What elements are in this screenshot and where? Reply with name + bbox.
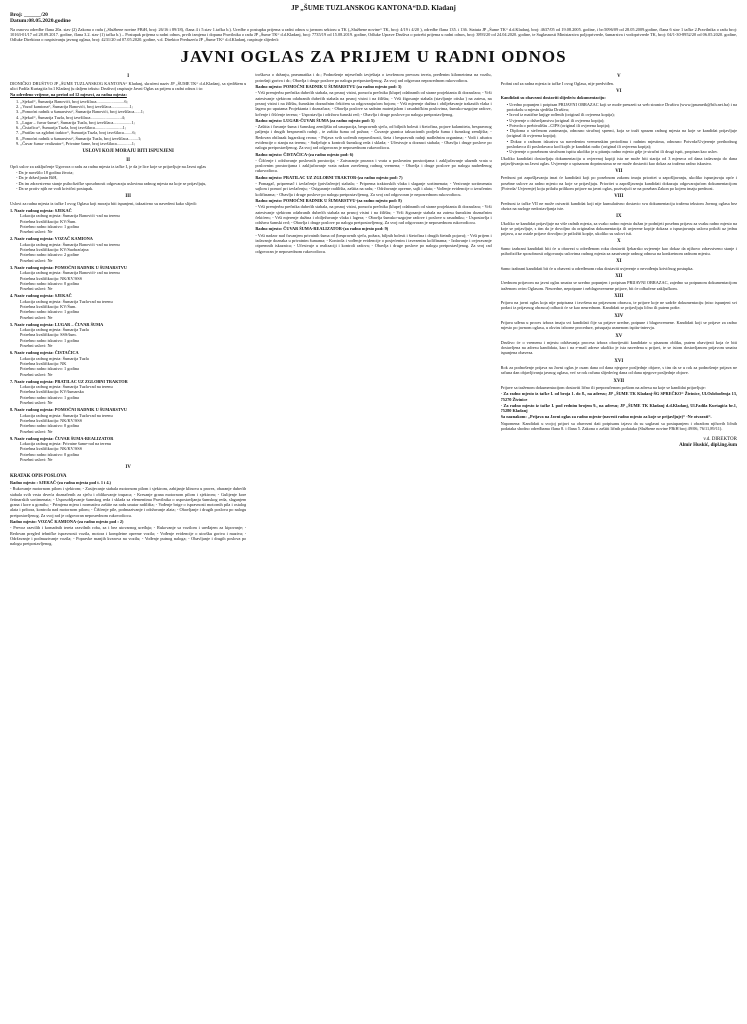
position-line: Potrebna kvalifikacija: NK/KV/SSS [20,446,83,452]
position-title: 4. Naziv radnog mjesta: SJEKAČ [10,293,72,299]
job-description: troškova o držanju, pneumatika i dr.; Podnošenje mjesečnih izvještaja o izvršenom prevozu tereta, pređenim kilometrima na vozilu, potrošnji goriva i dr.; Obavlja i druge poslove po nalogu pretpostavljenog. Za svoj rad odgovara neposrednom rukovodiocu. [255,72,492,83]
section-number: XV [615,333,623,339]
position-line: Potrebna kvalifikacija: KV/Šum. [20,304,77,309]
position-line: Potrebno radno iskustvo: 1 godina [20,394,79,400]
position-line: Potrebna kvalifikacija: SSS/šum. [20,332,77,338]
section-number: XVII [613,378,625,384]
section-text: Prijave sa traženom dokumentacijom dostaviti lično ili preporučenom poštom na adresu na koje se kandidat prijavljuje: [500,384,706,390]
position-line: Potrebna kvalifikacija: NK/KV/SSS [20,275,83,281]
list-item: - Da je državljanin BiH, [16,175,58,181]
section-text: Prijava na javni oglas koja nije potpisana i izvršena na prijavnom obrascu, te prijave koje ne sadrže dokumentaciju (niso ispunjeni svi podaci iz prijavnog obrasca) odbacit će se kao neurednom. Kandidati se prijavljuju lično ili putem pošte. [500,300,737,311]
job-description: - Vrši premjerbu prečnika dubećih stabala, na prsnoj visini, pomoću prečnika (klupe) odabranih od strane projektanta ili doznačara; - Vrši zatesivanje sjekirom odabranih dubećih stabala na prsnoj visini i na žilištu; - Vrši žigosanje stabala (stavljanje otiska ) na zatesu, na prsnoj visini i na žilištu, šumskim doznačnim čekićem sa odgovarajućom bojom; - Vrši mjerenje dužina i obilježavanje trakastih vlaka i lagera po uputama Projektanta i doznačara; - Obavlja poslove sa sadnim materijalom i rasadničkim poslovima, šumsko-uzgojne radove, krčenje i čišćenje terena; - Uspostavlja i održava šumski red; - Obavlja i druge poslove po nalogu pretpostavljenog. [255,90,492,117]
position-line: Potrebna kvalifikacija: KV/Saobraćajna [20,247,89,253]
section-subheading: Kandidati su obavezni dostaviti slijedeću dokumentaciju: [500,95,606,101]
section-number: IV [125,465,131,471]
section-number: III [125,194,131,200]
position-line: Lokacija radnog mjesta: Šumarija Tuzla-rad na terenu [20,412,113,418]
position-line: Lokacija radnog mjesta: Šumarija Tuzla-rad na terenu [20,298,113,304]
position-line: Posebni uslovi: Ne [20,371,53,377]
position-title: 5. Naziv radnog mjesta: LUGAR – ČUVAR ŠUMA [10,321,104,327]
section-subheading: Na određeno vrijeme, na period od 12 mjeseci, za radna mjesta: [10,92,127,98]
address-line: - Za radno mjesto iz tačke I. pod rednim brojem 9., na adresu; JP „ŠUME TK Kladanj d.d.Kladanj, Ul.Fadila Kurtagića br.1, 75280 Kladanj [500,402,737,414]
section-number: XII [615,273,623,279]
job-heading: Radno mjesto: ČUVAR ŠUMA-REALIZATOR-(za radno mjesto pod: 9) [255,226,389,232]
job-heading: Radno mjesto: LUGAR-ČUVAR ŠUMA (za radno mjesto pod: 5) [255,117,375,123]
position-title: 3. Naziv radnog mjesta: POMOĆNI RADNIK U ŠUMARSTVU [10,264,127,270]
position-detail [10,293,246,319]
position-line: Potrebno radno iskustvo: 0 godina [20,451,79,457]
position-detail [10,407,246,433]
position-line: Potrebno radno iskustvo: 0 godina [20,280,79,286]
position-detail [10,265,246,291]
section-number: IX [616,214,622,220]
list-item: 8. „Pomoćni radnik u šumarstvu“, Šumarija Tuzla, broj izvršilaca.........1; [16,135,142,141]
position-title: 1. Naziv radnog mjesta: SJEKAČ [10,207,72,213]
company-header: JP „ŠUME TUZLANSKOG KANTONA“D.D. Kladanj [291,4,456,12]
list-item: • Uvjerenje o državljanstvu (original ili ovjerena kopija); [506,117,605,123]
list-item: • Potvrda o prebivalištu –CIPS (original ili ovjerena kopija); [506,122,611,128]
section-number: VI [616,89,622,95]
signatory-name: Almir Huskić, dipl.ing.šum [679,443,737,449]
section-text: Prednost iz tačke VII ne može ostvariti kandidat koji nije kumulativno dostavio svu dokumentaciju traženu tekstom Javnog oglasa bez obzira na razloge nedostavljanja iste. [500,200,737,211]
position-line: Posebni uslovi: Ne [20,457,53,463]
position-detail [10,379,246,405]
section-number: V [617,74,621,80]
position-line: Lokacija radnog mjesta: Šumarija Tuzla [20,355,89,361]
list-item: - Da je navršilo 18 godina života; [16,170,74,176]
list-item: - Da se protiv njih ne vodi krivični postupak. [16,186,94,192]
section-number: VII [615,169,623,175]
position-line: Lokacija radnog mjesta: Šumarija Banovići -rad na terenu [20,241,120,247]
three-column-body [10,71,737,986]
position-line: Lokacija radnog mjesta: Privatne šume-rad na terenu [20,441,111,447]
position-line: Potrebno radno iskustvo: 1 godina [20,366,79,372]
position-line: Posebni uslovi: Ne [20,286,53,292]
position-line: Posebni uslovi: Ne [20,257,53,263]
section-number: II [126,157,131,163]
page-title: JAVNI OGLAS ZA PRIJEM U RADNI ODNOS [180,47,567,67]
job-heading: Radno mjesto: PRATILAC UZ ZGLOBNI TRAKTOR-(za radno mjesto pod: 7) [255,174,403,180]
list-item: • Dokaz o radnom iskustvu sa navedenim vremenskim periodima i radnim mjestima, odnosno Potvrda/Uvjerenje prethodnog poslodavca ili poslodavaca kod kojih je kandidat radio (original ili ovjerena kopija); [506,138,737,149]
job-heading: Radno mjesto: POMOĆNI RADNIK U ŠUMARSTVU (za radno mjesto pod: 3) [255,84,402,90]
position-line: Posebni uslovi: Ne [20,400,53,406]
section-text: Prednost pri zapošljavanju imat će kandidati koji po posebnom zakonu imaju prioritet u zapošljavanju, ukoliko ispunjavaju opće i posebne uslove za radno mjesto na koje se prijavljuju. Prioritet u zapošljavanju kandidati dokazuju odgovarajućom dokumentacijom (Potvrda/ Uvjerenje) koju prilažu prilikom prijave na javni oglas, pozivajući se na poseban Zakon po kojem imaju prednost. [500,175,737,192]
section-number: XIV [614,313,624,319]
job-heading: Radno mjesto : SJEKAČ-(za radna mjesta pod t. 1 i 4.) [10,479,111,485]
position-title: 8. Naziv radnog mjesta: POMOĆNI RADNIK U ŠUMARSTVU [10,407,127,413]
job-description: - Vrši nadzor nad čuvanjem privatnih šuma od (bespravnih sječa, požara, biljnih bolesti i štetočina i drugih štetnih pojava); - Vrši prijem i izdavanje doznaka u privatnim šumama; - Kontrola i vođenje evidencije o posjećenim i izvezenim količinama; - Izdavanje i ovjeravanje otpremnih iskaznica; - Učestvuje u realizaciji i kontroli radova; - Obavlja i druge poslove po nalogu pretpostavljenog. Za svoj rad odgovoran je neposrednom rukovodiocu. [255,232,492,254]
position-detail [10,350,246,376]
position-line: Potrebna kvalifikacija: NK/KV/SSS [20,417,83,423]
position-detail [10,322,246,348]
position-title: 7. Naziv radnog mjesta: PRATILAC UZ ZGLOBNI TRAKTOR [10,378,128,384]
list-item: 3. „Pomoćni radnik u šumarstvu“, Šumarija Banovići, broj izvršilaca......1; [16,109,145,115]
document-date: Datum:08.05.2020.godine [10,18,71,25]
position-detail [10,236,246,262]
job-description: - Čišćenje i održavanje poslovnih prostorija; - Zatvaranje prozora i vrata u poslovnim prostorijama i zaključavanje ulaznih vrata u poslovnim prostorijama i zaključavanje vrata nakon završenog radnog vremena; - Obavlja i druge poslove po nalogu nadređenog rukovodioca. [255,157,492,174]
position-line: Potrebno radno iskustvo: 1 godina [20,223,79,229]
list-item: 7. „Pratilac uz zglobni traktor“, Šumarija Tuzla, broj izvršilaca........6; [16,130,136,136]
section-text: Prijava uđena u proces izbora imaju svi kandidati čije su prijave uredne, potpune i blagovremene. Kandidati koji se prijave za radno mjesto po javnom oglasu, u okviru izborne procedure, prisupaju usmenom ispitu-intervju. [500,320,737,331]
list-item: 5. „Lugar – čuvar šuma“, Šumarija Tuzla, broj izvršilaca.................1; [16,119,135,125]
job-description: - Pomagač, pripremač i izvlačenje (privlačenje) stabala; - Priprema traktorskih vlaka i slaganje sortimenata; - Vezivanje sortimenata sajlom i pomoć pri izvlačenju; - Osiguranje radilišta, zaštita na radu; - Održavanje opreme, sajli i alata; - Vođenje evidencije o izvučenim količinama; - Obavlja i druge poslove po nalogu pretpostavljenog. Za svoj rad odgovoran je neposrednom rukovodiocu. [255,181,492,197]
section-text: Samo izabrani kandidati biti će u obavezi u određenom roku dostaviti ljekarsko uvjerenje kao dokaz da njihovo zdravstveno stanje i psihofizičke sposobnosti odgovaraju uslovima radnog mjesta za zasnivanje radnog odnosa na konkretnom radnom mjestu. [500,245,737,257]
position-line: Potrebna kvalifikacija: NK [20,360,67,366]
document-number: Broj: ______/20 [10,12,48,18]
job-description: - Prevoz razvilih i komadnih tereta razvilnih roba, za i bez utovarnog uređaja; - Rukovanje sa vozilom i uređajem za kipovanje; - Redovan pregled tehničke ispravnosti vozila, motora i kompletne opreme vozila; - Vođenje evidencije o utrošku goriva i maziva; - Održavanje i podmazivanje vozila; - Popravke manjih kvarova na vozilu; - Vođenje putnog naloga; - Obavljanje i drugih poslova po nalogu pretpostavljenog. [10,525,247,547]
section-text: Rok za podnošenje prijava na Javni oglas je osam dana od dana njegove posljednje objave, s tim da se u rok za podnošenje prijava ne računa dan objavljivanja javnog oglasa, već se rok računa slijedećeg dana od dana njegove posljednje objave. [500,365,737,376]
position-line: Potrebno radno iskustvo: 1 godina [20,309,79,315]
position-line: Lokacija radnog mjesta: Šumarija Tuzla-rad na terenu [20,384,113,390]
position-line: Potrebno radno iskustvo: 0 godina [20,423,79,429]
position-line: Posebni uslovi: Ne [20,343,53,349]
job-description: - Rukovanje motornom pilom i sjekirom; - Zasijecanje stabala motornom pilom i sjekirom, zabijanje klinova u prorez, obaranje dubećih stabala svih vrsta drveća doznačenih za sječu i oblikovanje trupaca; - Kresanje grana motornom pilom i sjekirom; - Gulijenje kore četinarskih sortimenata; - Usposobljavanje šumskog reda i sklada sa elementima Pravilnika o uspostavljanju šumskog reda, slaganjem grana i kore u gomilu; - Primjena mjera i normativa zaštite na radu unutar radilišta; - Vođenje brige o ispravnosti motornih pila i ostalog alata i pribora, kontrola nad motornom pilom; - Čišćenje pile, podmazivanje i održavanje alata; - Obavljanje i drugih poslova po nalogu pretpostavljenog. Za svoj rad je odgovoran neposrednom rukovodiocu. [10,486,247,518]
section-text: DIONIČKO DRUŠTVO JP „ŠUME TUZLANSKOG KANTONA“ Kladanj, skraćeni naziv JP „ŠUME TK“ d.d.Kladanj, sa sjedištem u ulici Fadila Kurtagića br.1 Kladanj (u daljem tekstu: Društvo) raspisuje Javni Oglas za prijem u radni odnos i to: [10,80,247,92]
column-3 [501,71,737,986]
section-number: VIII [614,194,624,200]
position-line: Posebni uslovi: Ne [20,229,53,235]
section-number: XIII [614,293,624,299]
job-description: - Zaštita i čuvanje šuma i šumskog zemljišta od uzurpacija, bespravnih sječa, od biljnih bolesti i štetočina, pojave kalamiteta, bespravnog paljenja i drugih bespravnih radnji , te zaštita šuma od požara; - Čuvanje granica taksacionih podjela šuma i šumskog zemljišta; - Redovan obilazak lugarskog reona; - Prijava svih uočenih nepravilnosti, šteta i bespravnih radnji nadležnim organima; - Vodi i ažurira evidencije o stanju na terenu; - Sudjeluje u kontroli šumskog reda i sklada; - Učestvuje u doznaci stabala; - Obavlja i druge poslove po nalogu pretpostavljenog. Za svoj rad odgovoran je neposrednom rukovodiocu. [255,124,492,151]
list-item: • Izvod iz matične knjige rođenih (original ili ovjerena kopija); [506,112,615,118]
section-heading: USLOVI KOJI MORAJU BITI ISPUNJENI [82,149,174,155]
position-line: Potrebna kvalifikacija: KV/Šum. [20,218,77,224]
list-item: - Da im zdravstveno stanje psihofizičke sposobnosti odgovaraju uslovima radnog mjesta na koje se prijavljuju, [16,180,207,186]
position-line: Potrebno radno iskustvo: 2 godine [20,252,79,258]
column-1 [10,71,246,986]
job-heading: Radno mjesto: POMOĆNI RADNIK U ŠUMARSTVU-(za radno mjesto pod: 8) [255,197,402,203]
position-title: 9. Naziv radnog mjesta: ČUVAR ŠUMA-REALIZATOR [10,435,114,441]
section-text: Ukoliko kandidati dostavljaju dokumentaciju u ovjerenoj kopiji ista ne može biti starija od 3 mjeseca od dana izdavanja do dana prijavljivanja na Javni oglas. Uvjerenje o upisanom doprinosima se ne može dostaviti kao dokaz za traženo radno iskustvo. [500,155,737,166]
address-line: - Za radno mjesto iz tačke I. od broja 1. do 8., na adresu; JP „ŠUME TK Kladanj-ŠG SPREČKO“ Živinice, Ul.Oslobođenja 13, 75270 Živinice [500,391,737,402]
section-number: I [127,74,130,80]
envelope-note: Sa naznakom: „Prijava na Javni oglas za radno mjesto-(navesti radno mjesto za koje se prijavljuje)“ -Ne otvarati“. [500,414,712,420]
position-line: Posebni uslovi: Ne [20,314,53,320]
legal-preamble: Na osnovu odredbe člana 20a. stav (2) Zakona o radu („Službene novine FBiH, broj: 26/16 i 89/18), člana 4 i 5.stav 1.tačka b.). Uredbe o postupku prijema u radni odnos u javnom sektoru u TK („Službene novine“ TK, broj: 4/19 i 4/20 ), odredbe člana 135. i 136. Statuta JP „Šume TK“ d.d.Kladanj, broj: 4637/05 od 19.08.2005. godine, i br:5096/09 od 28.05.2009.godine, člana 6 stav 1 tačke 2.Pravilnika o radu broj: 10163-01/17 od 28.09.2017. godine, člana 3.2. stav (1) tačka b.) – Postupak prijema u radni odnos, prvih izmjena i dopuna Pravilnika o radu JP „Šume TK“ d.d.Kladanj, broj: 7735/19 od 15.08.2019. godine, Odluke Uprave Društva o potrebi prijema u radni odnos, broj: 3893/20 od 24.04.2020. godine, te Saglasnosti Ministarstva poljoprivrede, šumarstva i vodoprivrede TK, broj: 04/1-30-8952/20 od 06.05.2020. godine, Odluke Direktora o raspisivanju javnog oglasa, broj: 4231/20 od 07.05.2020. godine, v.d. Direktor Preduzeća JP „Šume TK“ d.d.Kladanj, raspisuje slijedeći: [10,26,737,43]
position-line: Posebni uslovi: Ne [20,428,53,434]
position-line: Lokacija radnog mjesta: Šumarija Banovići- rad na terenu [20,270,120,276]
section-text: Uslovi za radna mjesta iz tačke I ovog Oglasa koji moraju biti ispunjeni, taksativno su navedeni kako slijedi: [10,200,197,206]
position-detail [10,436,246,462]
list-item: • Uredno popunjen i potpisan PRIJAVNI OBRAZAC koji se može preuzeti sa web stranice Društva (www.jpsumetk@bih.net.ba) i na protokolu u mjestu sjedišta Društva; [506,101,737,112]
position-line: Potrebna kvalifikacija: KV/šumarska [20,389,84,395]
job-description: - Vrši premjerbu prečnika dubećih stabala, na prsnoj visini, pomoću prečnika (klupe) odabranih od strane projektanta ili doznačara; - Vrši zatesivanje sjekirom odabranih dubećih stabala na prsnoj visini i na žilištu; - Vrši žigosanje stabala na zatesu šumskim doznačnim čekićem; - Vrši mjerenje dužina i obilježavanje vlaka i lagera; - Obavlja šumsko-uzgojne radove i poslove u rasadniku; - Uspostavlja i održava šumski red; - Obavlja i druge poslove po nalogu pretpostavljenog. Za svoj rad odgovoran je neposrednom rukovodiocu. [255,204,492,226]
position-line: Lokacija radnog mjesta: Šumarija Tuzla [20,327,89,333]
position-title: 6. Naziv radnog mjesta: ČISTAČICA [10,350,79,356]
section-heading: KRATAK OPIS POSLOVA [10,473,67,479]
column-2 [255,71,491,986]
signatory-title: v.d. DIREKTOR [703,437,737,443]
list-item: • Diploma o stečenom zanimanju, odnosno stručnoj spremi, koja se traži sprazm radnog mjesta na koje se kandidat prijavljuje (original ili ovjerena kopija); [506,128,737,139]
note-text: Napomena: Kandidati u svojoj prijavi su obavezni dati potpisanu izjavu da su saglasni sa postupanjem i obradom njihovih ličnih podataka shodno odredbama člana 8. i člana 5. Zakona o zaštiti ličnih podataka (Službene novine FBiH broj 49/06, 76/11,89/11). [500,420,737,432]
position-detail [10,208,246,234]
list-item: 4. „Sjekač“, Šumarija Tuzla, broj izvršilaca.............................4; [16,114,125,120]
section-number: X [617,239,621,245]
list-item: 9. „Čuvar šuma- realizator“, Privatne šume, broj izvršilaca..............1; [16,140,136,146]
position-line: Lokacija radnog mjesta: Šumarija Banovići -rad na terenu [20,213,120,219]
section-number: XVI [614,358,624,364]
section-text: Urednom prijavom na javni oglas smatra se uredno popunjen i potpisan PRIJAVNI OBRAZAC, zajedno sa potpunom dokumentacijom traženom ovim Oglasom. Neuredne, nepotpune i neblagovremene prijave, bit će odbačene zaključkom. [500,280,737,291]
section-text: Samo izabrani kandidati bit će u obavezi u određenom roku dostaviti uvjerenje o nevođenju krivičnog postupka. [500,265,694,271]
list-item: 2. „Vozač kamiona“, Šumarija Banovići, broj izvršilaca.................1; [16,103,133,109]
section-number: XI [616,259,622,265]
section-text: Društvo će o vremenu i mjestu održavanja procesa izbora obavijestiti kandidate u pisanom obliku, putem obavijesti koja će biti dostavljena na adresu kandidata, kao i na e-mail adrese ukoliko je ista navedena u prijavi, te se istom dostavljanom prijavom smatra ispunjena obaveza. [500,339,737,356]
job-heading: Radno mjesto: VOZAČ KAMIONA-(za radno mjesto pod : 2) [10,518,124,524]
job-heading: Radno mjesto: ČISTAČICA-(za radno mjesto pod: 6) [255,151,354,157]
position-line: Potrebno radno iskustvo: 1 godina [20,337,79,343]
signature-block [501,437,737,449]
section-text: Opći uslov za zaključenje Ugovora o radu za radna mjesta iz tačke I, je da je lice koje se prijavljuje na Javni oglas [10,163,207,169]
list-item: 1. „Sjekač“, Šumarija Banovići, broj izvršilaca..........................6; [16,98,128,104]
position-title: 2. Naziv radnog mjesta: VOZAČ KAMIONA [10,236,93,242]
section-text: Ukoliko se kandidat prijavljuje na više radnih mjesta, za svako radno mjesto dužan je podnijeti posebnu prijavu za svaku radno mjesto na koje se prijavljuje, s tim da je dovoljno da originalna dokumentacija ili uvjerene kopije dokaza o ispunjavanju uslova priloži uz jednu prijavu, a uz ostale prijave dovoljno je priložiti kopije, ukoliko su uslovi isti. [500,220,737,237]
list-item: • Uvjerenje o posebnom stručnom ispitu ukoliko je u pitanju radno mjesto gdje je stručni ili drugi ispit, propisan kao uslov. [506,149,718,155]
positions-list [10,99,246,147]
section-text: Probni rad za radna mjesta iz tačke I ovog Oglasa, nije predviđen. [500,80,614,86]
list-item: 6. „Čistačica“, Šumarija Tuzla, broj izvršilaca..........................1; [16,125,127,131]
